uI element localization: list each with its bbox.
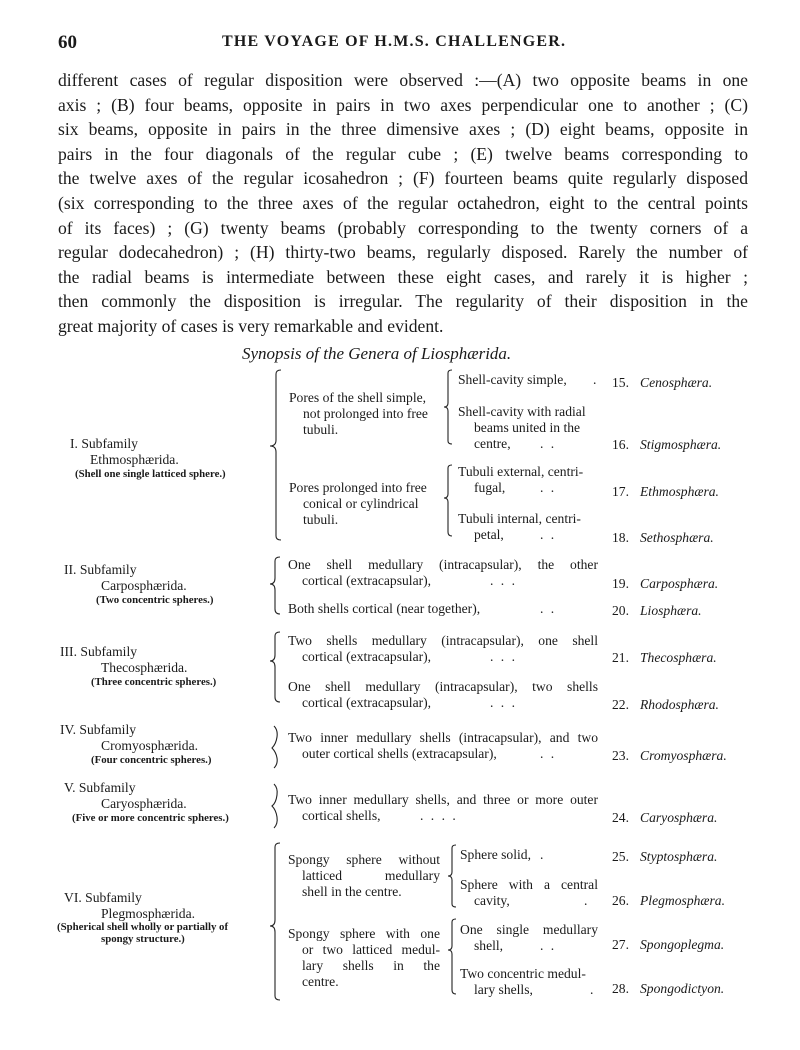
subgroup-text: or two latticed medul-: [302, 942, 440, 957]
leader-dots: . .: [540, 746, 557, 761]
genus-name: Sethosphæra.: [640, 530, 714, 545]
genus-name: Liosphæra.: [640, 603, 702, 618]
genus-name: Spongoplegma.: [640, 937, 725, 952]
genus-number: 28.: [612, 981, 629, 996]
subgroup-text: latticed medullary: [302, 868, 440, 883]
character-text: fugal,: [474, 480, 506, 495]
genus-number: 20.: [612, 603, 629, 618]
paragraph-line: different cases of regular disposition were observed :—(A) two opposite beams in one: [58, 70, 748, 90]
character-text: Two shells medullary (intracapsular), one shell: [288, 633, 598, 648]
leader-dots: . .: [540, 938, 557, 953]
genus-number: 15.: [612, 375, 629, 390]
subfamily-description: (Two concentric spheres.): [96, 594, 214, 606]
genus-number: 18.: [612, 530, 629, 545]
genus-number: 17.: [612, 484, 629, 499]
subgroup-text: tubuli.: [303, 512, 339, 527]
character-text: cavity,: [474, 893, 510, 908]
paragraph-line: the twelve axes of the regular icosahedron ; (F) fourteen beams quite regularly disposed: [58, 168, 748, 189]
genus-number: 26.: [612, 893, 629, 908]
brace-subfamily-3: [270, 632, 280, 702]
character-text: Both shells cortical (near together),: [288, 601, 481, 616]
genus-name: Ethmosphæra.: [640, 484, 719, 499]
subgroup-text: Spongy sphere without: [288, 852, 440, 867]
leader-dots: .: [584, 893, 590, 908]
subfamily-description: (Shell one single latticed sphere.): [75, 468, 226, 480]
character-text: shell,: [474, 938, 504, 953]
character-text: Two inner medullary shells, and three or more outer: [288, 792, 598, 807]
paragraph-line: great majority of cases is very remarkable and evident.: [58, 315, 444, 336]
genus-name: Plegmosphæra.: [640, 893, 725, 908]
running-header: THE VOYAGE OF H.M.S. CHALLENGER.: [222, 33, 567, 50]
paragraph-line: the radial beams is intermediate between these eight cases, and rarely it is higher ;: [58, 266, 748, 287]
subfamily-name: Caryosphærida.: [101, 796, 187, 811]
character-text: One shell medullary (intracapsular), two shells: [288, 679, 598, 694]
genus-name: Spongodictyon.: [640, 981, 725, 996]
subfamily-label: VI. Subfamily: [64, 890, 142, 905]
synopsis-title: Synopsis of the Genera of Liosphærida.: [242, 344, 512, 363]
leader-dots: . . .: [490, 573, 517, 588]
subfamily-name: Ethmosphærida.: [90, 452, 179, 467]
subgroup-text: Pores of the shell simple,: [289, 390, 427, 405]
character-text: lary shells,: [474, 982, 533, 997]
page-number: 60: [58, 32, 77, 53]
subgroup-text: centre.: [302, 974, 339, 989]
character-text: Shell-cavity simple,: [458, 372, 567, 387]
leader-dots: . .: [540, 480, 557, 495]
character-text: Two concentric medul-: [460, 966, 586, 981]
leader-dots: . .: [540, 436, 557, 451]
character-text: Two inner medullary shells (intracapsular), and two: [288, 730, 598, 745]
character-text: beams united in the: [474, 420, 581, 435]
genus-name: Carposphæra.: [640, 576, 719, 591]
genus-number: 25.: [612, 849, 629, 864]
paragraph-line: pairs in the four diagonals of the regular cube ; (E) twelve beams corresponding to: [58, 143, 748, 164]
leader-dots: . .: [540, 527, 557, 542]
character-text: Sphere solid,: [460, 847, 531, 862]
character-text: Shell-cavity with radial: [458, 404, 586, 419]
subfamily-description: spongy structure.): [101, 933, 185, 945]
character-text: One single medullary: [460, 922, 598, 937]
character-text: outer cortical shells (extracapsular),: [302, 746, 497, 761]
subgroup-text: not prolonged into free: [303, 406, 428, 421]
genus-number: 24.: [612, 810, 629, 825]
leader-dots: .: [590, 982, 596, 997]
leader-dots: . . .: [490, 649, 517, 664]
subfamily-description: (Four concentric spheres.): [91, 754, 212, 766]
subgroup-text: Spongy sphere with one: [288, 926, 440, 941]
leader-dots: . . . .: [420, 808, 458, 823]
paragraph-line: (six corresponding to the three axes of the regular octahedron, eight to the central points: [58, 192, 748, 213]
paragraph-line: then commonly the disposition is irregular. The regularity of their disposition in the: [58, 291, 748, 312]
genus-number: 16.: [612, 437, 629, 452]
genus-number: 27.: [612, 937, 629, 952]
subfamily-label: II. Subfamily: [64, 562, 137, 577]
character-text: Tubuli internal, centri-: [458, 511, 581, 526]
subgroup-text: shell in the centre.: [302, 884, 402, 899]
brace-plegmo-b: [448, 919, 456, 994]
subfamily-name: Plegmosphærida.: [101, 906, 196, 921]
character-text: Sphere with a central: [460, 877, 598, 892]
leader-dots: .: [540, 847, 546, 862]
brace-subfamily-4: [272, 726, 277, 768]
character-text: cortical (extracapsular),: [302, 695, 432, 710]
leader-dots: .: [593, 372, 599, 387]
subgroup-text: Pores prolonged into free: [289, 480, 427, 495]
character-text: centre,: [474, 436, 511, 451]
subfamily-label: I. Subfamily: [70, 436, 138, 451]
subfamily-description: (Five or more concentric spheres.): [72, 812, 229, 824]
genus-name: Cromyosphæra.: [640, 748, 727, 763]
genus-number: 23.: [612, 748, 629, 763]
genus-number: 22.: [612, 697, 629, 712]
brace-subfamily-1: [270, 370, 281, 540]
brace-subfamily-5: [272, 784, 277, 828]
body-paragraph: [58, 68, 748, 339]
leader-dots: . .: [540, 601, 557, 616]
brace-subfamily-2: [270, 557, 280, 614]
paragraph-line: axis ; (B) four beams, opposite in pairs in two axes perpendicular one to another ; (C): [58, 94, 748, 115]
subfamily-label: III. Subfamily: [60, 644, 138, 659]
genus-name: Thecosphæra.: [640, 650, 717, 665]
character-text: cortical shells,: [302, 808, 381, 823]
character-text: Tubuli external, centri-: [458, 464, 584, 479]
genus-number: 19.: [612, 576, 629, 591]
subfamily-name: Cromyosphærida.: [101, 738, 199, 753]
genus-name: Styptosphæra.: [640, 849, 718, 864]
genus-name: Cenosphæra.: [640, 375, 713, 390]
brace-ethmo-a: [444, 370, 452, 444]
subfamily-description: (Spherical shell wholly or partially of: [57, 921, 229, 933]
character-text: One shell medullary (intracapsular), the other: [288, 557, 598, 572]
character-text: cortical (extracapsular),: [302, 573, 432, 588]
brace-ethmo-b: [444, 465, 452, 536]
subfamily-label: IV. Subfamily: [60, 722, 137, 737]
paragraph-line: of its faces) ; (G) twenty beams (probably corresponding to the twenty corners of a: [58, 217, 748, 238]
paragraph-line: regular dodecahedron) ; (H) thirty-two beams, regularly disposed. Rarely the number of: [58, 242, 748, 263]
genus-name: Stigmosphæra.: [640, 437, 722, 452]
brace-subfamily-6: [270, 843, 280, 1000]
genus-name: Rhodosphæra.: [640, 697, 719, 712]
brace-plegmo-a: [448, 845, 456, 907]
subgroup-text: conical or cylindrical: [303, 496, 419, 511]
genus-number: 21.: [612, 650, 629, 665]
paragraph-line: six beams, opposite in pairs in the three dimensive axes ; (D) eight beams, opposite in: [58, 119, 748, 140]
subfamily-label: V. Subfamily: [64, 780, 136, 795]
subfamily-name: Carposphærida.: [101, 578, 187, 593]
leader-dots: . . .: [490, 695, 517, 710]
subfamily-description: (Three concentric spheres.): [91, 676, 217, 688]
subgroup-text: lary shells in the: [302, 958, 440, 973]
subgroup-text: tubuli.: [303, 422, 339, 437]
character-text: cortical (extracapsular),: [302, 649, 432, 664]
genus-name: Caryosphæra.: [640, 810, 718, 825]
subfamily-name: Thecosphærida.: [101, 660, 188, 675]
character-text: petal,: [474, 527, 504, 542]
